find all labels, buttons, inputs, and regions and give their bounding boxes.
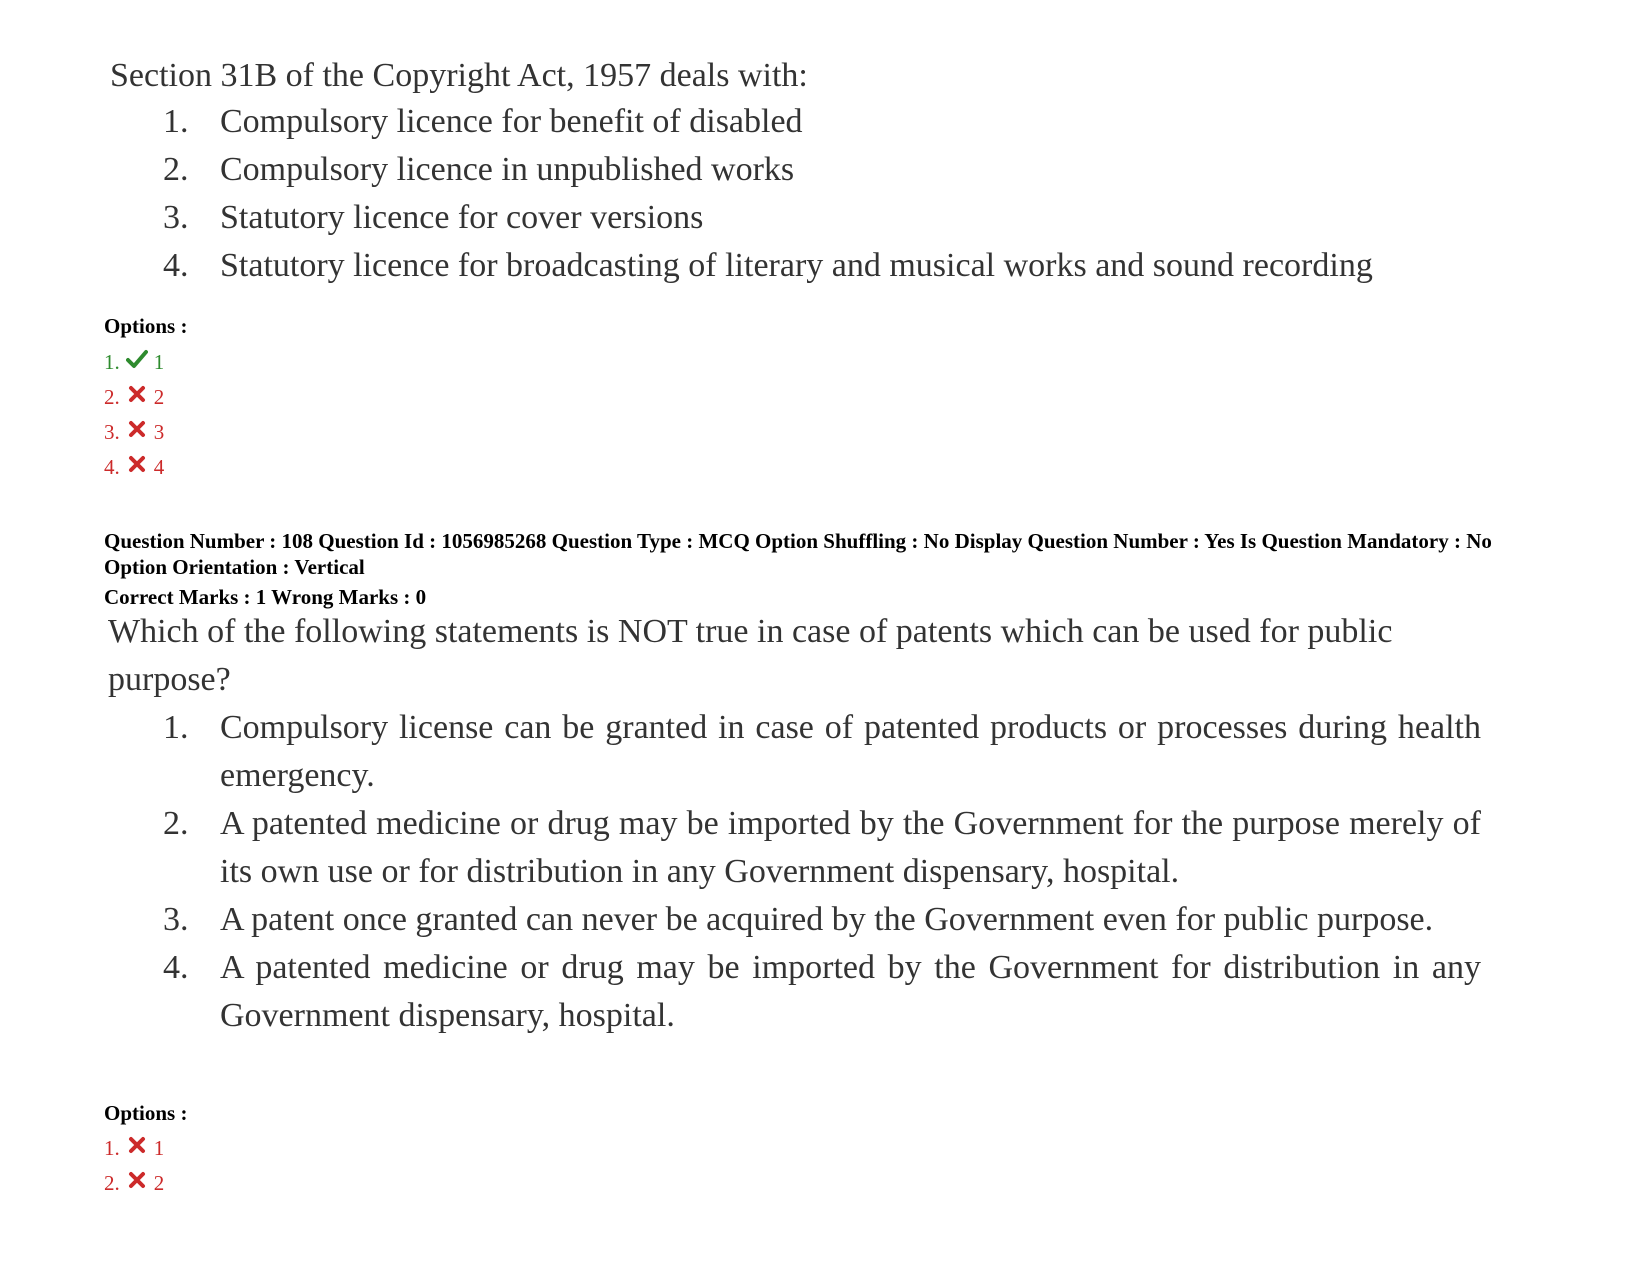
statement-item: 4. Statutory licence for broadcasting of literary and musical works and sound recording	[163, 247, 1373, 284]
option-item: 2. 2	[104, 385, 165, 409]
question-meta: Question Number : 108 Question Id : 1056985268 Question Type : MCQ Option Shuffling : No Display Question Number : Yes Is Question Mandatory : No Option Orientation : Vertical	[104, 529, 1492, 579]
statement-item: 1. Compulsory license can be granted in case of patented products or processes during health emergency.	[163, 709, 1481, 794]
options-label: Options :	[104, 314, 188, 338]
cross-icon	[126, 454, 148, 474]
option-item: 1. 1	[104, 1136, 165, 1160]
options-list	[104, 345, 164, 485]
statement-item: 3. A patent once granted can never be acquired by the Government even for public purpose.	[163, 901, 1434, 938]
question-stem: Which of the following statements is NOT true in case of patents which can be used for public	[108, 613, 1393, 650]
cross-icon	[126, 384, 148, 404]
question-statements	[163, 704, 1481, 1040]
question-stem: Section 31B of the Copyright Act, 1957 deals with:	[110, 57, 808, 94]
option-item: 1. 1	[104, 350, 165, 374]
question-marks: Correct Marks : 1 Wrong Marks : 0	[104, 585, 427, 609]
statement-item: 2. A patented medicine or drug may be imported by the Government for the purpose merely of its own use or for distribution in any Government dispensary, hospital.	[163, 805, 1481, 890]
check-icon	[126, 349, 148, 369]
cross-icon	[126, 1135, 148, 1155]
cross-icon	[126, 419, 148, 439]
statement-item: 4. A patented medicine or drug may be imported by the Government for distribution in any Government dispensary, hospital.	[163, 949, 1481, 1034]
question-stem-continued: purpose?	[108, 661, 231, 698]
option-item: 4. 4	[104, 455, 165, 479]
cross-icon	[126, 1170, 148, 1190]
option-item: 2. 2	[104, 1171, 165, 1195]
options-list	[104, 1131, 164, 1201]
statement-item: 2. Compulsory licence in unpublished works	[163, 151, 795, 188]
question-statements	[163, 98, 1423, 290]
statement-item: 1. Compulsory licence for benefit of disabled	[163, 103, 803, 140]
statement-item: 3. Statutory licence for cover versions	[163, 199, 704, 236]
options-label: Options :	[104, 1101, 188, 1125]
option-item: 3. 3	[104, 420, 165, 444]
